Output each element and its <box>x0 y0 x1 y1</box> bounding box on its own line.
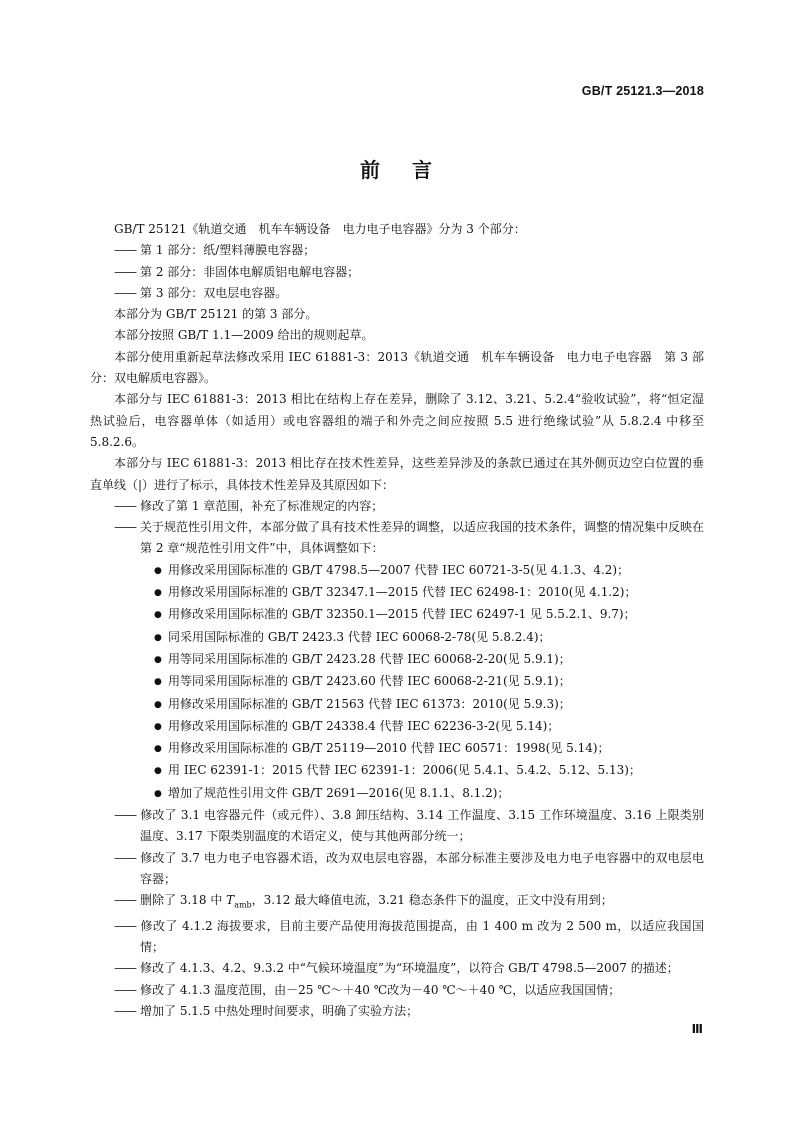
bullet-icon: ● <box>154 610 162 621</box>
ref-item: ● 增加了规范性引用文件 GB/T 2691—2016(见 8.1.1、8.1.2)； <box>90 783 704 805</box>
part-item: —— 第 1 部分：纸/塑料薄膜电容器； <box>90 240 704 261</box>
part-item: —— 第 2 部分：非固体电解质铝电解电容器； <box>90 262 704 283</box>
diff-item: —— 关于规范性引用文件，本部分做了具有技术性差异的调整，以适应我国的技术条件，调整的情况集中反映在第 2 章“规范性引用文件”中，具体调整如下： <box>90 517 704 560</box>
bullet-icon: ● <box>154 654 162 665</box>
title-char-1: 前 <box>360 158 382 182</box>
dash-mark: —— <box>114 520 136 535</box>
paragraph: 本部分按照 GB/T 1.1—2009 给出的规则起草。 <box>114 328 374 343</box>
ref-item: ● 用修改采用国际标准的 GB/T 4798.5—2007 代替 IEC 60721-3-5(见 4.1.3、4.2)； <box>90 560 704 582</box>
dash-mark: —— <box>114 808 136 823</box>
ref-item: ● 用修改采用国际标准的 GB/T 32350.1—2015 代替 IEC 62497-1 见 5.5.2.1、9.7)； <box>90 604 704 626</box>
diff-item: —— 修改了第 1 章范围，补充了标准规定的内容； <box>90 496 704 517</box>
dash-mark: —— <box>114 918 136 933</box>
ref-item: ● 用修改采用国际标准的 GB/T 25119—2010 代替 IEC 60571：1998(见 5.14)； <box>90 738 704 760</box>
standard-code: GB/T 25121.3—2018 <box>581 84 704 98</box>
bullet-icon: ● <box>154 744 162 755</box>
dash-mark: —— <box>114 285 136 300</box>
bullet-icon: ● <box>154 721 162 732</box>
dash-mark: —— <box>114 1004 136 1019</box>
paragraph: 本部分与 IEC 61881-3：2013 相比存在技术性差异，这些差异涉及的条款已通过在其外侧页边空白位置的垂直单线（|）进行了标示，具体技术性差异及其原因如下： <box>90 456 704 492</box>
ref-item: ● 用修改采用国际标准的 GB/T 32347.1—2015 代替 IEC 62498-1：2010(见 4.1.2)； <box>90 582 704 604</box>
diff-item-tamb: —— 删除了 3.18 中 $T_{amb}$，3.12 最大峰值电流，3.21 稳态条件下的温度，正文中没有用到； <box>90 890 704 916</box>
dash-mark: —— <box>114 498 136 513</box>
dash-mark: —— <box>114 243 136 258</box>
diff-item: —— 修改了 4.1.3、4.2、9.3.2 中“气候环境温度”为“环境温度”，以符合 GB/T 4798.5—2007 的描述； <box>90 958 704 979</box>
foreword-body <box>90 219 704 1022</box>
bullet-icon: ● <box>154 677 162 688</box>
diff-item: —— 修改了 3.7 电力电子电容器术语，改为双电层电容器，本部分标准主要涉及电力电子电容器中的双电层电容器； <box>90 848 704 891</box>
bullet-icon: ● <box>154 699 162 710</box>
ref-item: ● 用修改采用国际标准的 GB/T 24338.4 代替 IEC 62236-3-2(见 5.14)； <box>90 716 704 738</box>
dash-mark: —— <box>114 850 136 865</box>
paragraph: 本部分与 IEC 61881-3：2013 相比在结构上存在差异，删除了 3.12、3.21、5.2.4“验收试验”，将“恒定湿热试验后，电容器单体（如适用）或电容器组的端子和外壳之间应按照 5.5 进行绝缘试验”从 5.8.2.4 中移至 5.8.2.6。 <box>90 392 704 449</box>
dash-mark: —— <box>114 264 136 279</box>
diff-item: —— 修改了 4.1.2 海拔要求，目前主要产品使用海拔范围提高，由 1 400 m 改为 2 500 m，以适应我国国情； <box>90 916 704 959</box>
bullet-icon: ● <box>154 588 162 599</box>
bullet-icon: ● <box>154 632 162 643</box>
dash-mark: —— <box>114 893 136 908</box>
bullet-icon: ● <box>154 788 162 799</box>
dash-mark: —— <box>114 961 136 976</box>
page-number: Ⅲ <box>691 1022 702 1036</box>
diff-item: —— 增加了 5.1.5 中热处理时间要求，明确了实验方法； <box>90 1001 704 1022</box>
intro-paragraph: GB/T 25121《轨道交通 机车车辆设备 电力电子电容器》分为 3 个部分： <box>114 222 526 236</box>
tamb-sub: amb <box>234 900 252 910</box>
ref-item: ● 用等同采用国际标准的 GB/T 2423.28 代替 IEC 60068-2-20(见 5.9.1)； <box>90 649 704 671</box>
part-item: —— 第 3 部分：双电层电容器。 <box>90 283 704 304</box>
dash-mark: —— <box>114 982 136 997</box>
ref-item: ● 同采用国际标准的 GB/T 2423.3 代替 IEC 60068-2-78(见 5.8.2.4)； <box>90 627 704 649</box>
page-title <box>0 154 794 183</box>
title-char-2: 言 <box>412 158 434 182</box>
bullet-icon: ● <box>154 766 162 777</box>
ref-item: ● 用 IEC 62391-1：2015 代替 IEC 62391-1：2006(见 5.4.1、5.4.2、5.12、5.13)； <box>90 760 704 782</box>
tamb-var: T <box>226 893 235 908</box>
diff-item: —— 修改了 4.1.3 温度范围，由－25 ℃～＋40 ℃改为－40 ℃～＋40 ℃，以适应我国国情； <box>90 980 704 1001</box>
ref-item: ● 用等同采用国际标准的 GB/T 2423.60 代替 IEC 60068-2-21(见 5.9.1)； <box>90 671 704 693</box>
ref-item: ● 用修改采用国际标准的 GB/T 21563 代替 IEC 61373：2010(见 5.9.3)； <box>90 694 704 716</box>
diff-item: —— 修改了 3.1 电容器元件（或元件）、3.8 卸压结构、3.14 工作温度、3.15 工作环境温度、3.16 上限类别温度、3.17 下限类别温度的术语定义，使与其他两部分统一； <box>90 805 704 848</box>
bullet-icon: ● <box>154 565 162 576</box>
paragraph: 本部分使用重新起草法修改采用 IEC 61881-3：2013《轨道交通 机车车辆设备 电力电子电容器 第 3 部分：双电解质电容器》。 <box>90 349 704 386</box>
paragraph: 本部分为 GB/T 25121 的第 3 部分。 <box>114 307 318 322</box>
